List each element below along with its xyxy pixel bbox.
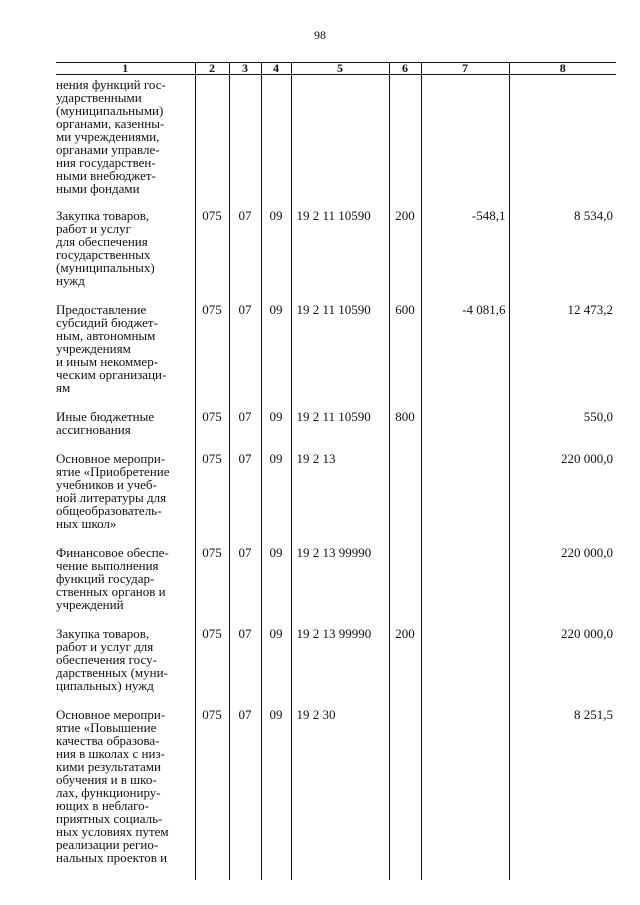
- cell-ministry-code: [195, 75, 229, 210]
- description-line: ным, автономным: [56, 328, 156, 343]
- cell-section: 07: [229, 209, 261, 303]
- row-description: [56, 452, 195, 546]
- description-line: реализации регио-: [56, 837, 159, 852]
- description-line: учебников и учеб-: [56, 477, 157, 492]
- header-col-7: 7: [421, 63, 509, 75]
- row-description: [56, 546, 195, 627]
- description-line: ятие «Приобретение: [56, 464, 170, 479]
- description-line: приятных социаль-: [56, 811, 163, 826]
- description-line: обучения и в шко-: [56, 772, 157, 787]
- cell-subsection: 09: [261, 627, 291, 708]
- cell-change-amount: [421, 627, 509, 708]
- cell-expense-type: [389, 546, 421, 627]
- description-line: Предоставление: [56, 302, 147, 317]
- description-line: ям: [56, 380, 71, 395]
- header-col-2: 2: [195, 63, 229, 75]
- cell-target-article: 19 2 13 99990: [291, 627, 389, 708]
- row-description: [56, 410, 195, 452]
- cell-expense-type: [389, 708, 421, 880]
- cell-expense-type: 200: [389, 209, 421, 303]
- header-col-1: 1: [56, 63, 195, 75]
- cell-subsection: 09: [261, 708, 291, 880]
- description-line: чение выполнения: [56, 558, 159, 573]
- cell-change-amount: [421, 410, 509, 452]
- cell-ministry-code: 075: [195, 452, 229, 546]
- header-col-8: 8: [509, 63, 616, 75]
- cell-ministry-code: 075: [195, 410, 229, 452]
- description-line: ческим организаци-: [56, 367, 167, 382]
- description-line: учреждений: [56, 597, 124, 612]
- cell-section: 07: [229, 452, 261, 546]
- description-line: субсидий бюджет-: [56, 315, 158, 330]
- cell-expense-type: 200: [389, 627, 421, 708]
- cell-subsection: 09: [261, 410, 291, 452]
- header-col-5: 5: [291, 63, 389, 75]
- cell-section: [229, 75, 261, 210]
- description-line: нужд: [56, 273, 85, 288]
- budget-table: [56, 62, 616, 880]
- cell-target-article: 19 2 11 10590: [291, 209, 389, 303]
- cell-subsection: 09: [261, 452, 291, 546]
- cell-target-article: [291, 75, 389, 210]
- description-line: общеобразователь-: [56, 503, 162, 518]
- cell-total-amount: 12 473,2: [509, 303, 616, 410]
- description-line: ными внебюджет-: [56, 168, 156, 183]
- description-line: ния в школах с низ-: [56, 746, 165, 761]
- cell-subsection: [261, 75, 291, 210]
- cell-total-amount: 220 000,0: [509, 452, 616, 546]
- cell-total-amount: 220 000,0: [509, 627, 616, 708]
- cell-target-article: 19 2 11 10590: [291, 303, 389, 410]
- description-line: дарственных (муни-: [56, 665, 168, 680]
- description-line: Закупка товаров,: [56, 626, 150, 641]
- description-line: для обеспечения: [56, 234, 148, 249]
- table-row: [56, 75, 616, 210]
- description-line: и иным некоммер-: [56, 354, 159, 369]
- cell-ministry-code: 075: [195, 209, 229, 303]
- description-line: ятие «Повышение: [56, 720, 157, 735]
- cell-change-amount: -548,1: [421, 209, 509, 303]
- cell-section: 07: [229, 546, 261, 627]
- table-row: [56, 546, 616, 627]
- description-line: ными фондами: [56, 181, 140, 196]
- row-description: [56, 75, 195, 210]
- cell-total-amount: [509, 75, 616, 210]
- cell-total-amount: 8 534,0: [509, 209, 616, 303]
- cell-section: 07: [229, 303, 261, 410]
- header-col-3: 3: [229, 63, 261, 75]
- cell-change-amount: [421, 75, 509, 210]
- cell-total-amount: 550,0: [509, 410, 616, 452]
- description-line: нения функций гос-: [56, 77, 166, 92]
- description-line: учреждениям: [56, 341, 131, 356]
- description-line: качества образова-: [56, 733, 160, 748]
- table-row: [56, 209, 616, 303]
- cell-ministry-code: 075: [195, 708, 229, 880]
- cell-subsection: 09: [261, 303, 291, 410]
- cell-expense-type: [389, 75, 421, 210]
- description-line: (муниципальными): [56, 103, 164, 118]
- row-description: [56, 627, 195, 708]
- table-row: [56, 708, 616, 880]
- description-line: ципальных) нужд: [56, 678, 154, 693]
- description-line: Основное меропри-: [56, 707, 166, 722]
- cell-target-article: 19 2 13 99990: [291, 546, 389, 627]
- description-line: государственных: [56, 247, 151, 262]
- row-description: [56, 209, 195, 303]
- cell-target-article: 19 2 13: [291, 452, 389, 546]
- cell-subsection: 09: [261, 546, 291, 627]
- cell-expense-type: 600: [389, 303, 421, 410]
- cell-change-amount: [421, 452, 509, 546]
- cell-total-amount: 220 000,0: [509, 546, 616, 627]
- description-line: ударственными: [56, 90, 142, 105]
- description-line: функций государ-: [56, 571, 155, 586]
- header-row: [56, 63, 616, 75]
- row-description: [56, 303, 195, 410]
- cell-change-amount: -4 081,6: [421, 303, 509, 410]
- description-line: Основное меропри-: [56, 451, 166, 466]
- description-line: ассигнования: [56, 422, 131, 437]
- description-line: работ и услуг: [56, 221, 131, 236]
- description-line: ми учреждениями,: [56, 129, 160, 144]
- description-line: (муниципальных): [56, 260, 155, 275]
- cell-ministry-code: 075: [195, 627, 229, 708]
- cell-change-amount: [421, 708, 509, 880]
- cell-expense-type: [389, 452, 421, 546]
- cell-ministry-code: 075: [195, 303, 229, 410]
- description-line: работ и услуг для: [56, 639, 154, 654]
- page-number: 98: [314, 28, 326, 42]
- description-line: Финансовое обеспе-: [56, 545, 169, 560]
- description-line: ной литературы для: [56, 490, 167, 505]
- cell-subsection: 09: [261, 209, 291, 303]
- description-line: Иные бюджетные: [56, 409, 155, 424]
- description-line: нальных проектов и: [56, 850, 168, 865]
- table-row: [56, 410, 616, 452]
- cell-target-article: 19 2 30: [291, 708, 389, 880]
- header-col-6: 6: [389, 63, 421, 75]
- description-line: органами, казенны-: [56, 116, 165, 131]
- description-line: органами управле-: [56, 142, 160, 157]
- cell-total-amount: 8 251,5: [509, 708, 616, 880]
- cell-expense-type: 800: [389, 410, 421, 452]
- description-line: ющих в неблаго-: [56, 798, 149, 813]
- cell-section: 07: [229, 410, 261, 452]
- header-col-4: 4: [261, 63, 291, 75]
- description-line: ния государствен-: [56, 155, 156, 170]
- cell-change-amount: [421, 546, 509, 627]
- description-line: ных школ»: [56, 516, 117, 531]
- description-line: ных условиях путем: [56, 824, 169, 839]
- table-row: [56, 452, 616, 546]
- row-description: [56, 708, 195, 880]
- cell-ministry-code: 075: [195, 546, 229, 627]
- cell-section: 07: [229, 627, 261, 708]
- cell-section: 07: [229, 708, 261, 880]
- description-line: обеспечения госу-: [56, 652, 157, 667]
- cell-target-article: 19 2 11 10590: [291, 410, 389, 452]
- description-line: лах, функциониру-: [56, 785, 161, 800]
- description-line: Закупка товаров,: [56, 208, 150, 223]
- table-row: [56, 303, 616, 410]
- description-line: ственных органов и: [56, 584, 166, 599]
- description-line: кими результатами: [56, 759, 161, 774]
- table-row: [56, 627, 616, 708]
